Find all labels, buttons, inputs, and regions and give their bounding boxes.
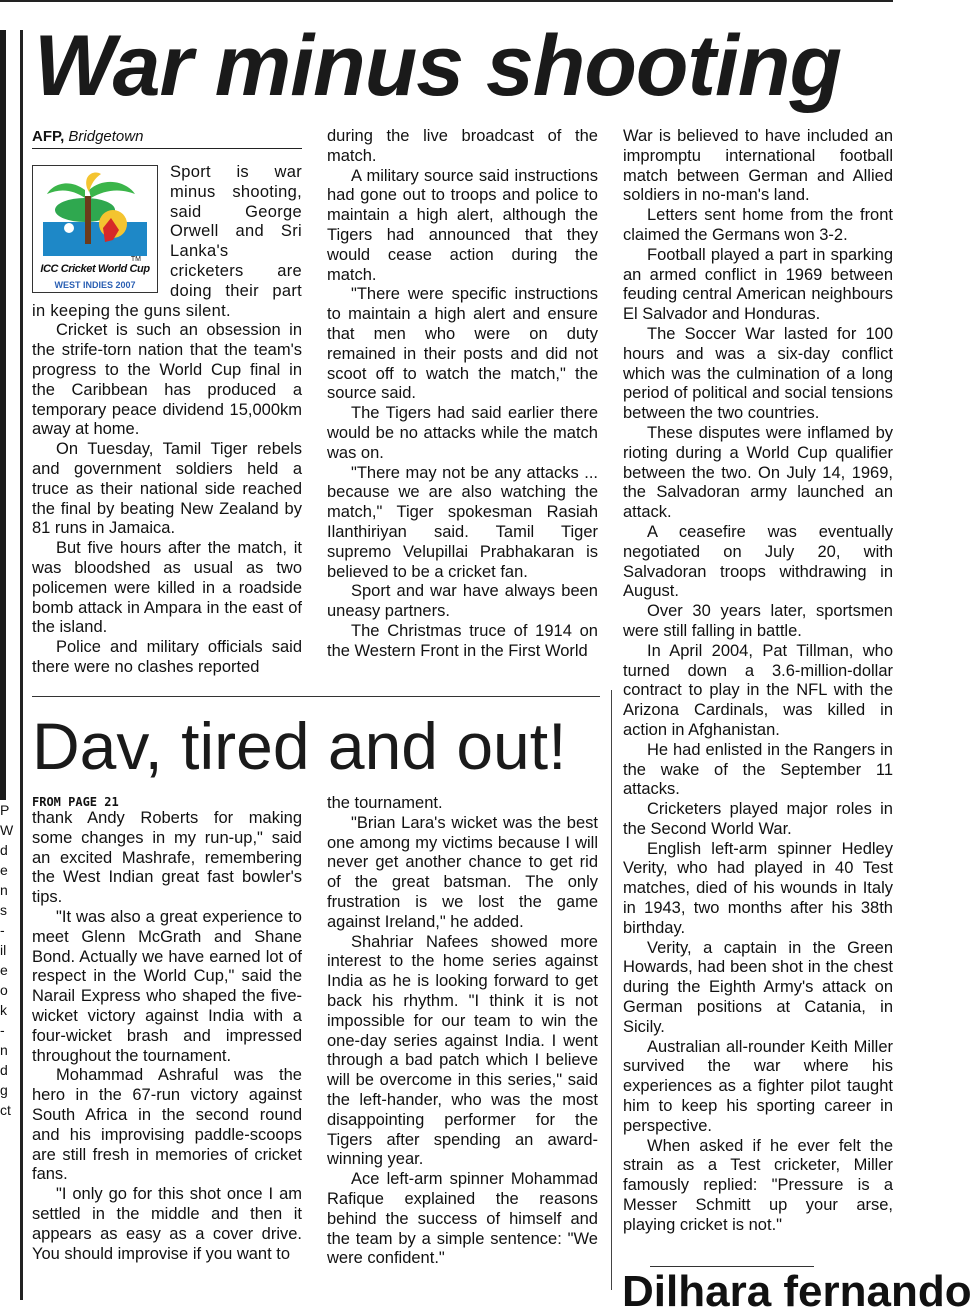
top-rule — [0, 0, 893, 2]
paragraph: Shahriar Nafees showed more interest to the home series against India as he is looking forward to get back his rhythm. "I think it is not impossible for our team to win the one-day series against India. I went through a bad patch which I believe will be overcome in this series," said the left-hander, who was the most disappointing performer for the Tigers after spending an award-winning year. — [327, 932, 598, 1169]
headline-dav-tired-and-out: Dav, tired and out! — [32, 709, 567, 783]
logo-subtitle: WEST INDIES 2007 — [54, 280, 136, 290]
logo-title: ICC Cricket World Cup — [40, 263, 150, 275]
paragraph: "I only go for this shot once I am settled in the middle and then it appears as easy as a cover drive. You should improvise if you want to — [32, 1185, 302, 1263]
palm-tree-icon — [39, 170, 151, 260]
paragraph: "Brian Lara's wicket was the best one among my victims because I will never get another chance to get rid of the great batsman. The only frustration is we lost the game against Ireland," he added. — [327, 813, 598, 931]
paragraph: Mohammad Ashraful was the hero in the 67-run victory against South Africa in the second round and his improvising paddle-scoops are still fresh in memories of cricket fans. — [32, 1066, 302, 1184]
paragraph: "There were specific instructions to maintain a high alert and ensure that men who were on duty remained in their posts and did not scoot off to watch the match," the source said. — [327, 285, 598, 403]
byline — [32, 128, 302, 149]
paragraph: Letters sent home from the front claimed the Germans won 3-2. — [623, 206, 893, 244]
left-edge-bar — [0, 30, 6, 800]
paragraph: But five hours after the match, it was bloodshed as usual as two policemen were killed in a roadside bomb attack in Ampara in the east of the island. — [32, 539, 302, 637]
paragraph: Football played a part in sparking an armed conflict in 1969 between feuding central American neighbours El Salvador and Honduras. — [623, 245, 893, 324]
section-divider — [32, 696, 600, 697]
paragraph: Verity, a captain in the Green Howards, had been shot in the chest during the Eighth Army's attack on German positions at Catania, in Sicily. — [623, 938, 893, 1036]
byline-agency: AFP, — [32, 128, 65, 145]
paragraph: A ceasefire was eventually negotiated on July 20, with Salvadoran troops withdrawing in August. — [623, 522, 893, 601]
paragraph: When asked if he ever felt the strain as a Test cricketer, Miller famously replied: "Pressure is a Messer Schmitt up your arse, playing cricket is not." — [623, 1136, 893, 1234]
column-rule-left — [20, 30, 23, 1300]
paragraph: Cricket is such an obsession in the strife-torn nation that the team's progress to the World Cup final in the Caribbean has produced a temporary peace dividend 15,000km away at home. — [32, 321, 302, 439]
paragraph: during the live broadcast of the match. — [327, 127, 598, 165]
paragraph: In April 2004, Pat Tillman, who turned down a 3.6-million-dollar contract to play in the NFL with the Arizona Cardinals, was killed in action in Afghanistan. — [623, 641, 893, 739]
paragraph: Cricketers played major roles in the Second World War. — [623, 800, 893, 838]
article1-column-1 — [32, 128, 302, 688]
next-article-headline: Dilhara fernando — [622, 1267, 972, 1316]
paragraph: A military source said instructions had gone out to troops and police to maintain a high alert, although the Tigers had announced that they would cease action during the match. — [327, 166, 598, 284]
paragraph: Australian all-rounder Keith Miller survived the war where his experiences as a fighter pilot taught him to keep his sporting career in perspective. — [623, 1037, 893, 1135]
paragraph: English left-arm spinner Hedley Verity, who had played in 40 Test matches, died of his wounds in Italy in 1943, two months after his 38th birthday. — [623, 839, 893, 937]
paragraph: The Tigers had said earlier there would be no attacks while the match was on. — [327, 404, 598, 462]
article1-column-2 — [327, 127, 598, 687]
paragraph: On Tuesday, Tamil Tiger rebels and government soldiers held a truce as their national side reached the final by beating New Zealand by 81 runs in Jamaica. — [32, 440, 302, 538]
paragraph: War is believed to have included an impromptu international football match between German and Allied soldiers in no-man's land. — [623, 127, 893, 205]
byline-place: Bridgetown — [68, 128, 144, 145]
icc-world-cup-logo: TM ICC Cricket World Cup WEST INDIES 2007 — [32, 165, 158, 293]
paragraph: The Soccer War lasted for 100 hours and was a six-day conflict which was the culmination of a long period of political and social tensions between the two countries. — [623, 324, 893, 423]
paragraph: "It was also a great experience to meet Glenn McGrath and Shane Bond. Actually we have earned lot of respect in the World Cup," said the Narail Express who shaped the five-wicket victory against India with a four-wicket brash and impressed throughout the tournament. — [32, 907, 302, 1065]
paragraph: The Christmas truce of 1914 on the Western Front in the First World — [327, 621, 598, 660]
paragraph: Sport and war have always been uneasy partners. — [327, 582, 598, 621]
paragraph: "There may not be any attacks ... because we are also watching the match," Tiger spokesman Rasiah Ilanthiriyan said. Tamil Tiger supremo Velupillai Prabhakaran is believed to be a cricket fan. — [327, 463, 598, 581]
paragraph: thank Andy Roberts for making some changes in my run-up," said an excited Mashrafe, remembering the West Indian great fast bowler's tips. — [32, 809, 302, 907]
article1-column-3 — [623, 127, 893, 1262]
column-rule-right — [611, 690, 612, 1290]
continued-from-kicker: FROM PAGE 21 — [32, 795, 119, 809]
paragraph: Over 30 years later, sportsmen were still falling in battle. — [623, 602, 893, 640]
adjacent-article-edge: P W d e n s - il e o k - n d g ct — [0, 802, 14, 1118]
article2-column-1 — [32, 795, 302, 1290]
paragraph: Sport is war minus shooting, said George Orwell and Sri Lanka's cricketers are doing their part in keeping the guns silent. — [32, 163, 302, 320]
paragraph: the tournament. — [327, 794, 443, 812]
paragraph: Ace left-arm spinner Mohammad Rafique explained the reasons behind the success of himself and the team by a simple sentence: "We were confident." — [327, 1170, 598, 1268]
headline-war-minus-shooting: War minus shooting — [34, 18, 841, 114]
paragraph: These disputes were inflamed by rioting during a World Cup qualifier between the two. On July 14, 1969, the Salvadoran army launched an attack. — [623, 423, 893, 522]
article2-column-2 — [327, 794, 598, 1290]
paragraph: He had enlisted in the Rangers in the wake of the September 11 attacks. — [623, 740, 893, 799]
paragraph: Police and military officials said there were no clashes reported — [32, 638, 302, 676]
